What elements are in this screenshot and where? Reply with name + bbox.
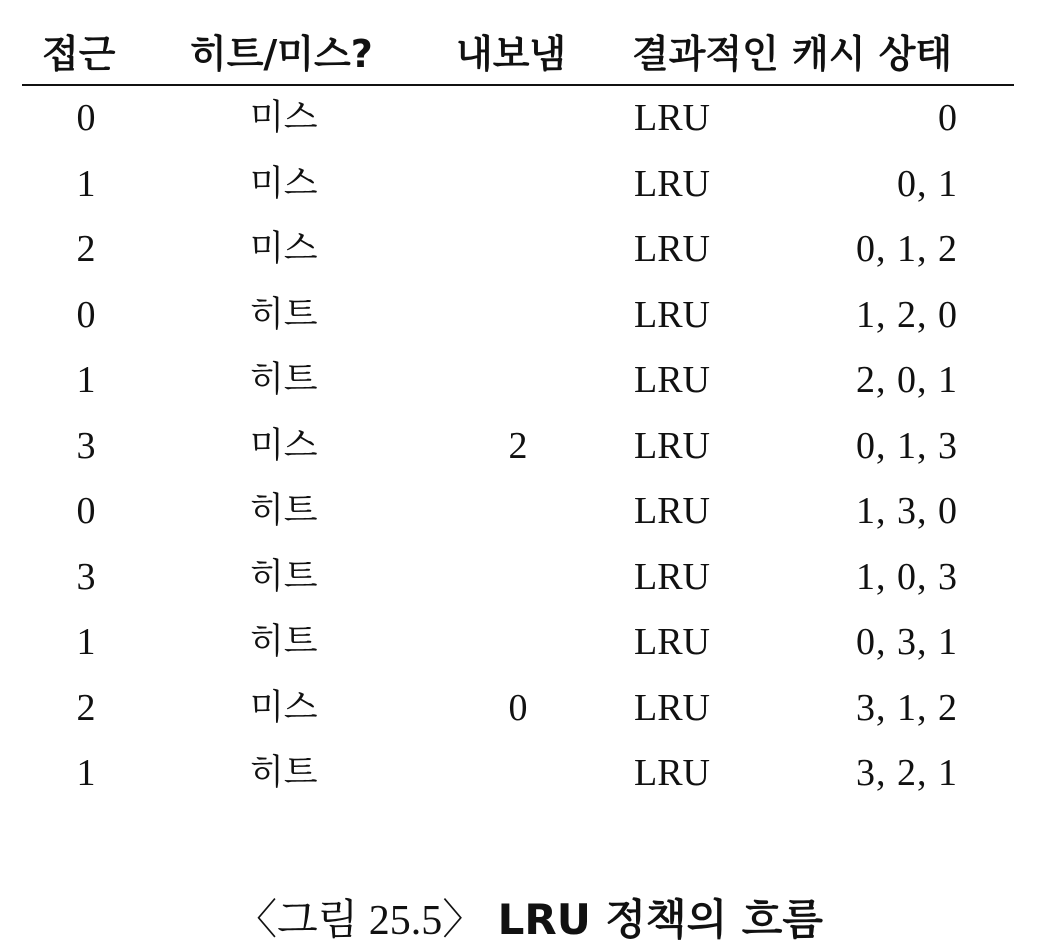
header-resulting-state: 결과적인 캐시 상태 bbox=[632, 32, 953, 76]
access-cell: 1 bbox=[76, 621, 96, 663]
cache-state-cell: 3, 1, 2 bbox=[856, 686, 958, 729]
lru-trace-table bbox=[22, 22, 1014, 807]
cache-state-cell: 0, 1, 3 bbox=[856, 424, 958, 467]
access-cell: 2 bbox=[76, 686, 96, 729]
table-row bbox=[22, 348, 1014, 414]
policy-cell: LRU bbox=[634, 555, 710, 598]
policy-cell: LRU bbox=[634, 359, 710, 401]
caption-title: LRU 정책의 흐름 bbox=[497, 895, 823, 944]
policy-cell: LRU bbox=[634, 424, 710, 467]
header-evict: 내보냄 bbox=[456, 32, 567, 76]
table-row bbox=[22, 217, 1014, 283]
policy-cell: LRU bbox=[634, 97, 710, 139]
table-body bbox=[22, 86, 1014, 807]
policy-cell: LRU bbox=[634, 293, 710, 336]
evict-cell: 2 bbox=[508, 424, 528, 467]
policy-cell: LRU bbox=[634, 752, 710, 794]
figure-caption bbox=[0, 890, 1058, 951]
table-row bbox=[22, 610, 1014, 676]
policy-cell: LRU bbox=[634, 162, 710, 205]
table-row bbox=[22, 283, 1014, 349]
policy-cell: LRU bbox=[634, 228, 710, 270]
hit-miss-cell: 히트 bbox=[250, 294, 318, 335]
table-row bbox=[22, 741, 1014, 807]
table-row bbox=[22, 479, 1014, 545]
cache-state-cell: 0, 1 bbox=[897, 162, 958, 205]
evict-cell: 0 bbox=[508, 686, 528, 729]
table-header bbox=[22, 22, 1014, 86]
hit-miss-cell: 미스 bbox=[250, 687, 318, 728]
hit-miss-cell: 미스 bbox=[250, 425, 318, 466]
hit-miss-cell: 히트 bbox=[250, 753, 318, 793]
cache-state-cell: 2, 0, 1 bbox=[856, 359, 958, 401]
table-row bbox=[22, 414, 1014, 480]
access-cell: 3 bbox=[76, 555, 96, 598]
table-row bbox=[22, 86, 1014, 152]
cache-state-cell: 1, 2, 0 bbox=[856, 293, 958, 336]
access-cell: 0 bbox=[76, 97, 96, 139]
cache-state-cell: 0, 3, 1 bbox=[856, 621, 958, 663]
cache-state-cell: 1, 3, 0 bbox=[856, 490, 958, 532]
access-cell: 1 bbox=[76, 162, 96, 205]
header-hit-miss: 히트/미스? bbox=[190, 32, 373, 76]
caption-label: 〈그림 25.5〉 bbox=[235, 898, 485, 944]
policy-cell: LRU bbox=[634, 490, 710, 532]
cache-state-cell: 0 bbox=[938, 97, 958, 139]
hit-miss-cell: 미스 bbox=[250, 163, 318, 204]
policy-cell: LRU bbox=[634, 686, 710, 729]
hit-miss-cell: 미스 bbox=[250, 98, 318, 138]
hit-miss-cell: 히트 bbox=[250, 556, 318, 597]
access-cell: 2 bbox=[76, 228, 96, 270]
table-row bbox=[22, 152, 1014, 218]
access-cell: 0 bbox=[76, 490, 96, 532]
hit-miss-cell: 히트 bbox=[250, 622, 318, 662]
access-cell: 1 bbox=[76, 359, 96, 401]
table-row bbox=[22, 545, 1014, 611]
hit-miss-cell: 히트 bbox=[250, 360, 318, 400]
access-cell: 3 bbox=[76, 424, 96, 467]
cache-state-cell: 1, 0, 3 bbox=[856, 555, 958, 598]
access-cell: 0 bbox=[76, 293, 96, 336]
access-cell: 1 bbox=[76, 752, 96, 794]
cache-state-cell: 0, 1, 2 bbox=[856, 228, 958, 270]
header-access: 접근 bbox=[42, 32, 116, 76]
hit-miss-cell: 히트 bbox=[250, 491, 318, 531]
cache-state-cell: 3, 2, 1 bbox=[856, 752, 958, 794]
hit-miss-cell: 미스 bbox=[250, 229, 318, 269]
table-row bbox=[22, 676, 1014, 742]
policy-cell: LRU bbox=[634, 621, 710, 663]
